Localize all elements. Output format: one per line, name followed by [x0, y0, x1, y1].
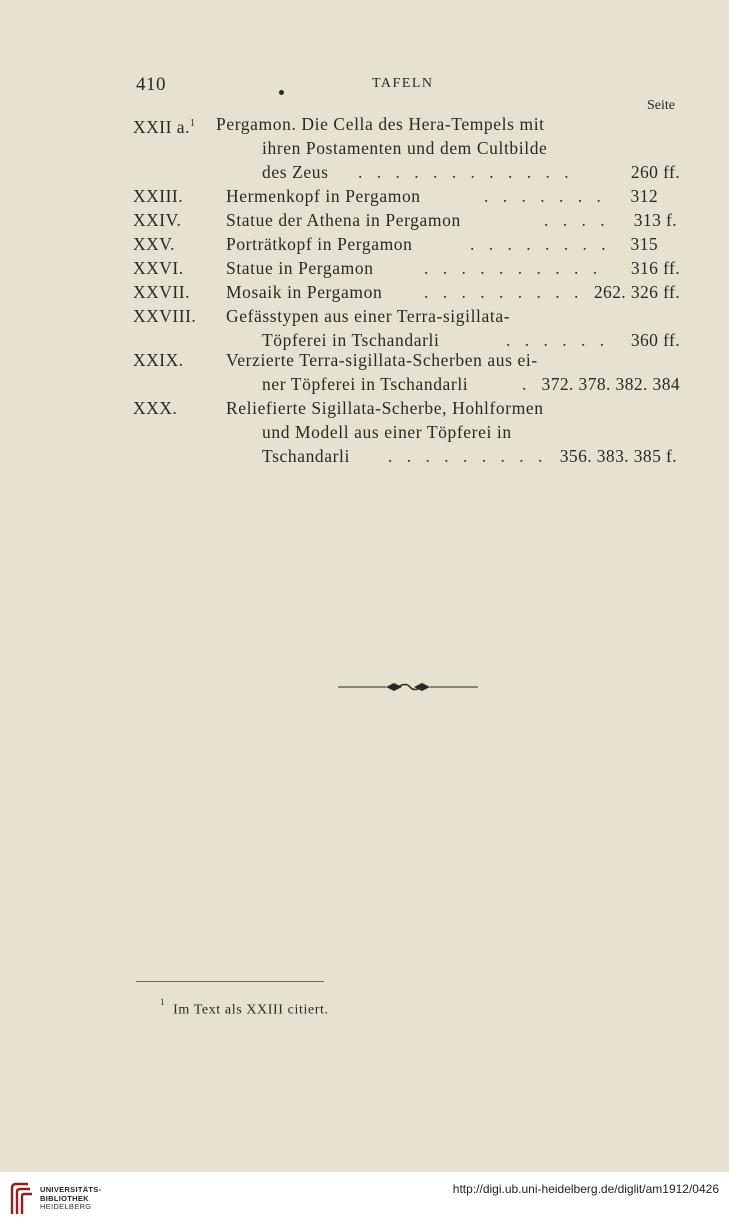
plate-number: XXIX.	[133, 350, 184, 370]
plate-title: Mosaik in Pergamon	[226, 282, 383, 302]
dot-leader: . . . . . . . . .	[388, 446, 548, 466]
plate-number: XXIII.	[133, 186, 184, 206]
plate-title: Gefässtypen aus einer Terra-sigillata-	[226, 306, 511, 326]
page-reference: 372. 378. 382. 384	[541, 374, 680, 394]
plate-title: Verzierte Terra-sigillata-Scherben aus ei-	[226, 350, 538, 370]
footnote-rule	[136, 981, 324, 982]
plate-number: XXVII.	[133, 282, 190, 302]
page-reference: 356. 383. 385 f.	[559, 446, 677, 466]
plate-number: XXVIII.	[133, 306, 197, 326]
plate-title-cont: ner Töpferei in Tschandarli	[262, 374, 469, 394]
dot-leader: . . . . . .	[506, 330, 610, 350]
page-reference: 262. 326 ff.	[593, 282, 680, 302]
library-logo-text: UNIVERSITÄTS- BIBLIOTHEK HEIDELBERG	[40, 1185, 102, 1212]
plate-title: Statue der Athena in Pergamon	[226, 210, 461, 230]
ornament-divider	[338, 680, 478, 694]
plate-title: Statue in Pergamon	[226, 258, 374, 278]
dot-leader: . . . . . . .	[484, 186, 606, 206]
plate-title-cont: Tschandarli	[262, 446, 350, 466]
dot-leader: . . . . . . . . .	[424, 282, 584, 302]
column-head-page: Seite	[647, 98, 675, 113]
plate-number: XXV.	[133, 234, 176, 254]
plate-number: XXVI.	[133, 258, 184, 278]
plate-title: Reliefierte Sigillata-Scherbe, Hohlformen	[226, 398, 544, 418]
page-reference: 315	[630, 234, 658, 254]
plate-title-cont: ihren Postamenten und dem Cultbilde	[262, 138, 548, 158]
page-reference: 360 ff.	[630, 330, 680, 350]
page-reference: 260 ff.	[630, 162, 680, 182]
plate-number: XXX.	[133, 398, 178, 418]
library-footer	[0, 1172, 729, 1225]
library-logo-icon	[8, 1180, 34, 1218]
dot-leader: .	[522, 374, 532, 394]
plate-title: Porträtkopf in Pergamon	[226, 234, 413, 254]
plate-title-cont: und Modell aus einer Töpferei in	[262, 422, 512, 442]
page-reference: 312	[630, 186, 658, 206]
plate-number: XXIV.	[133, 210, 182, 230]
dot-leader: . . . . . . . .	[470, 234, 611, 254]
plate-number: XXII a.$^1$	[133, 116, 196, 137]
plate-title-cont: des Zeus	[262, 162, 329, 182]
plate-title-cont: Töpferei in Tschandarli	[262, 330, 440, 350]
dot-leader: . . . . . . . . . . . .	[358, 162, 574, 182]
running-head: TAFELN	[372, 76, 434, 91]
plate-title: Pergamon. Die Cella des Hera-Tempels mit	[216, 114, 545, 134]
page-number: 410	[136, 74, 166, 95]
dot-leader: . . . .	[544, 210, 610, 230]
plate-title: Hermenkopf in Pergamon	[226, 186, 421, 206]
dot-leader: . . . . . . . . . .	[424, 258, 603, 278]
page-reference: 313 f.	[633, 210, 677, 230]
page-reference: 316 ff.	[630, 258, 680, 278]
footnote: $^1$Im Text als XXIII citiert.	[160, 997, 329, 1018]
source-url[interactable]: http://digi.ub.uni-heidelberg.de/diglit/am1912/0426	[452, 1182, 719, 1196]
ink-dot	[279, 90, 284, 95]
